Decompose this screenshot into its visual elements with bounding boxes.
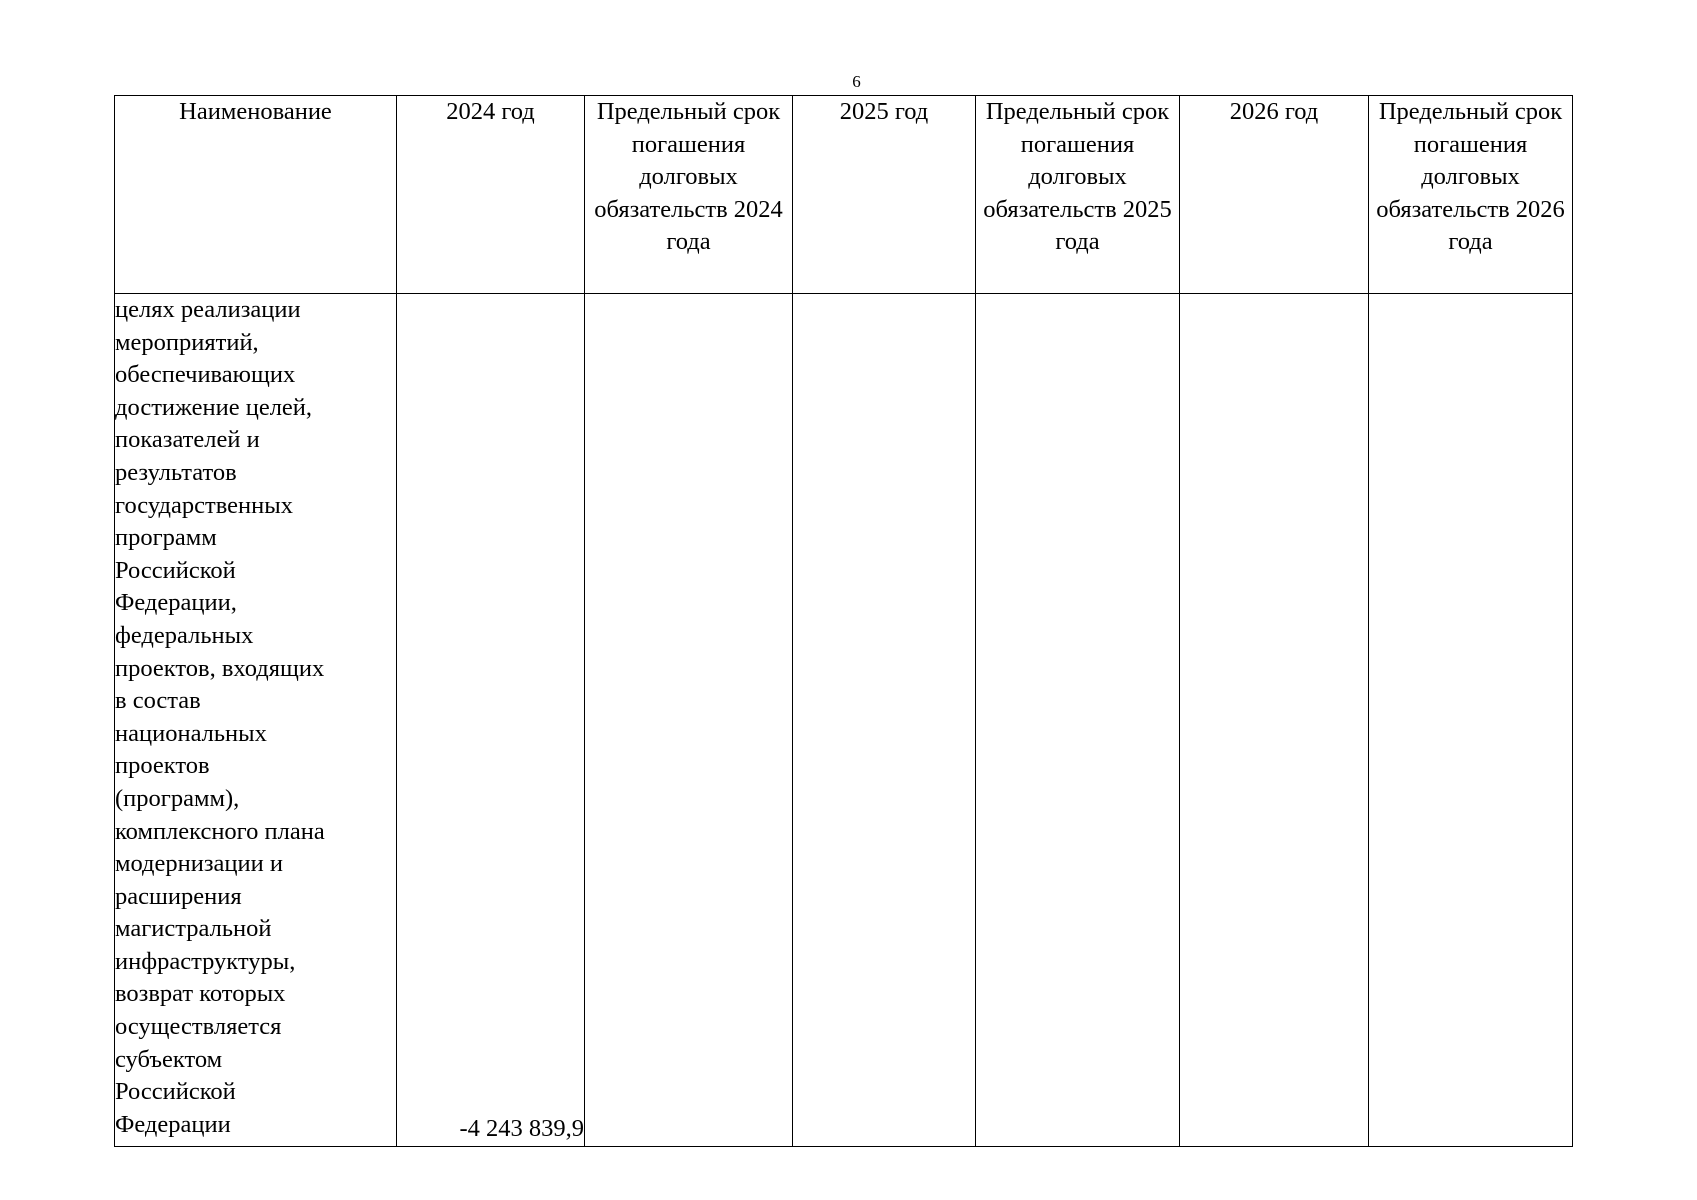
name-line: субъектом bbox=[115, 1045, 223, 1073]
name-line: государственных bbox=[115, 491, 293, 519]
name-line: возврат которых bbox=[115, 980, 286, 1008]
table-header-row bbox=[115, 96, 1573, 294]
name-line: проектов, входящих bbox=[115, 654, 325, 682]
name-line: осуществляется bbox=[115, 1013, 282, 1041]
term-2024-cell bbox=[585, 294, 793, 1147]
name-line: национальных bbox=[115, 719, 267, 747]
name-line: обеспечивающих bbox=[115, 361, 296, 389]
term-2026-cell bbox=[1369, 294, 1573, 1147]
name-line: Федерации bbox=[115, 1110, 231, 1138]
header-2026: 2026 год bbox=[1180, 96, 1369, 294]
header-term-2025: Предельный срок погашения долговых обязательств 2025 года bbox=[976, 96, 1180, 294]
header-2025: 2025 год bbox=[793, 96, 976, 294]
page-number: 6 bbox=[852, 72, 861, 91]
name-line: федеральных bbox=[115, 621, 254, 649]
name-line: модернизации и bbox=[115, 850, 283, 878]
name-line: в состав bbox=[115, 687, 201, 715]
name-line: достижение целей, bbox=[115, 393, 313, 421]
name-line: Федерации, bbox=[115, 589, 237, 617]
name-line: мероприятий, bbox=[115, 328, 259, 356]
name-line: инфраструктуры, bbox=[115, 947, 296, 975]
term-2025-cell bbox=[976, 294, 1180, 1147]
row-name-cell bbox=[115, 294, 397, 1147]
value-2026-cell bbox=[1180, 294, 1369, 1147]
name-line: комплексного плана bbox=[115, 817, 325, 845]
name-line: показателей и bbox=[115, 426, 260, 454]
value-2024-cell: -4 243 839,9 bbox=[397, 294, 585, 1147]
table-row bbox=[115, 294, 1573, 1147]
header-term-2026: Предельный срок погашения долговых обязательств 2026 года bbox=[1369, 96, 1573, 294]
name-line: расширения bbox=[115, 882, 242, 910]
name-line: Российской bbox=[115, 556, 236, 584]
budget-table bbox=[114, 95, 1573, 1147]
header-2024: 2024 год bbox=[397, 96, 585, 294]
header-name: Наименование bbox=[115, 96, 397, 294]
name-line: магистральной bbox=[115, 915, 272, 943]
name-line: результатов bbox=[115, 458, 237, 486]
name-line: программ bbox=[115, 524, 217, 552]
name-line: (программ), bbox=[115, 784, 240, 812]
value-2025-cell bbox=[793, 294, 976, 1147]
name-line: целях реализации bbox=[115, 296, 301, 323]
name-line: Российской bbox=[115, 1078, 236, 1106]
name-line: проектов bbox=[115, 752, 210, 780]
header-term-2024: Предельный срок погашения долговых обязательств 2024 года bbox=[585, 96, 793, 294]
